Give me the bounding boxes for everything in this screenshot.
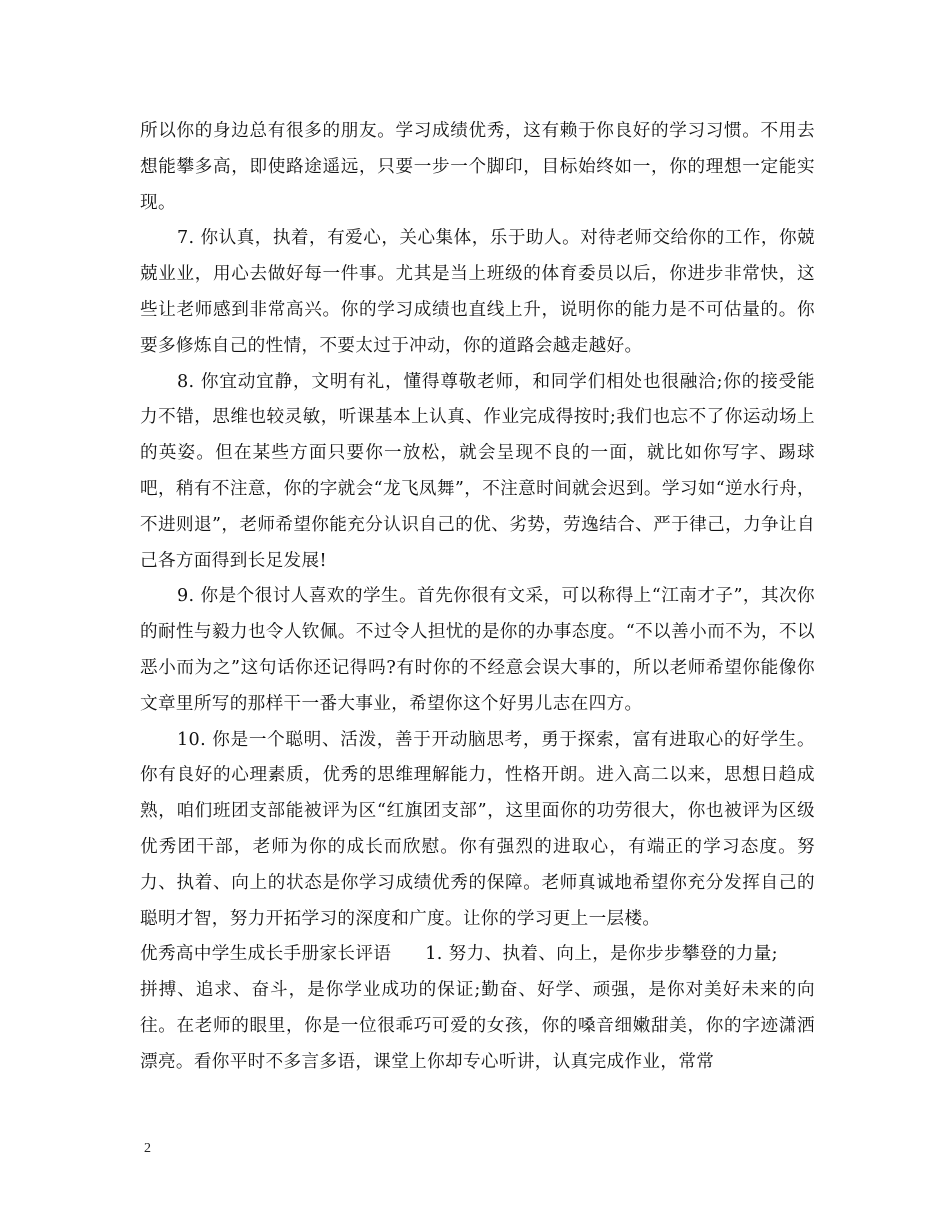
paragraph-7: 7. 你认真，执着，有爱心，关心集体，乐于助人。对待老师交给你的工作，你兢兢业业，用心去做好每一件事。尤其是当上班级的体育委员以后，你进步非常快，这些让老师感到非常高兴。你的学习成绩也直线上升，说明你的能力是不可估量的。你要多修炼自己的性情，不要太过于冲动，你的道路会越走越好。 [140, 228, 815, 356]
section-item-1-start: 1. 努力、执着、向上，是你步步攀登的力量; [425, 944, 778, 965]
paragraph-9: 9. 你是个很讨人喜欢的学生。首先你很有文采，可以称得上“江南才子”，其次你的耐性与毅力也令人钦佩。不过令人担忧的是你的办事态度。“不以善小而不为，不以恶小而为之”这句话你还记得吗?有时你的不经意会误大事的，所以老师希望你能像你文章里所写的那样干一番大事业，希望你这个好男儿志在四方。 [140, 586, 815, 714]
section-item-1-continuation: 拼搏、追求、奋斗，是你学业成功的保证;勤奋、好学、顽强，是你对美好未来的向往。在老师的眼里，你是一位很乖巧可爱的女孩，你的嗓音细嫩甜美，你的字迹潇洒漂亮。看你平时不多言多语，课堂上你却专心听讲，认真完成作业，常常 [140, 980, 815, 1072]
section-heading: 优秀高中学生成长手册家长评语 [140, 944, 392, 965]
paragraph-continuation: 所以你的身边总有很多的朋友。学习成绩优秀，这有赖于你良好的学习习惯。不用去想能攀多高，即使路途遥远，只要一步一个脚印，目标始终如一，你的理想一定能实现。 [140, 121, 815, 213]
section-heading-line [140, 937, 815, 973]
paragraph-10: 10. 你是一个聪明、活泼，善于开动脑思考，勇于探索，富有进取心的好学生。你有良好的心理素质，优秀的思维理解能力，性格开朗。进入高二以来，思想日趋成熟，咱们班团支部能被评为区“红旗团支部”，这里面你的功劳很大，你也被评为区级优秀团干部，老师为你的成长而欣慰。你有强烈的进取心，有端正的学习态度。努力、执着、向上的状态是你学习成绩优秀的保障。老师真诚地希望你充分发挥自己的聪明才智，努力开拓学习的深度和广度。让你的学习更上一层楼。 [140, 729, 815, 929]
page-number: 2 [144, 1141, 151, 1156]
paragraph-8: 8. 你宜动宜静，文明有礼，懂得尊敬老师，和同学们相处也很融洽;你的接受能力不错，思维也较灵敏，听课基本上认真、作业完成得按时;我们也忘不了你运动场上的英姿。但在某些方面只要你一放松，就会呈现不良的一面，就比如你写字、踢球吧，稍有不注意，你的字就会“龙飞凤舞”，不注意时间就会迟到。学习如“逆水行舟，不进则退”，老师希望你能充分认识自己的优、劣势，劳逸结合、严于律己，力争让自己各方面得到长足发展! [140, 371, 815, 571]
document-body [140, 114, 815, 1081]
